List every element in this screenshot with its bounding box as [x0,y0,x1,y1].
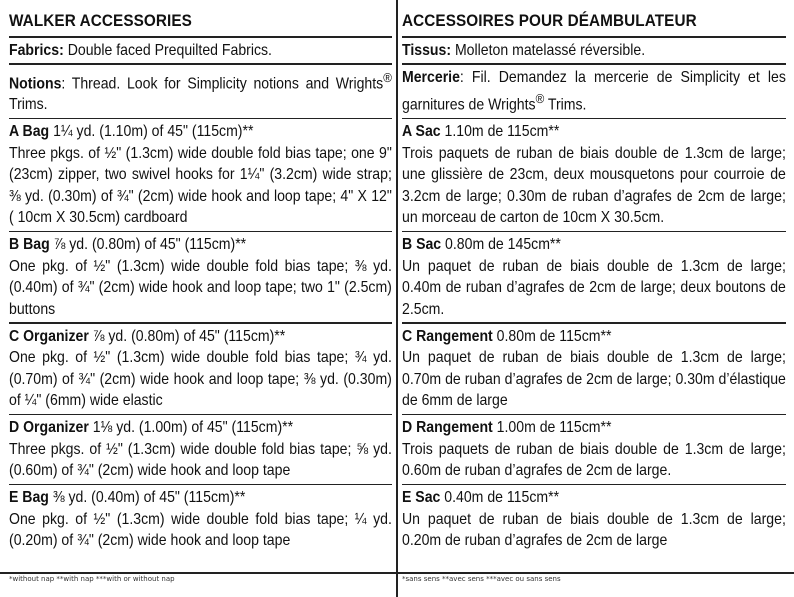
item-yardage: 0.80m de 145cm** [441,236,561,254]
item-yardage: 1¼ yd. (1.10m) of 45" (115cm)** [49,123,254,141]
registered-mark: ® [383,69,392,85]
registered-mark: ® [535,91,545,106]
item-yardage: ⅞ yd. (0.80m) of 45" (115cm)** [49,236,247,254]
item-label: A Sac [402,123,441,141]
item-body: One pkg. of ½" (1.3cm) wide double fold bias tape; ⅜ yd. (0.40m) of ¾" (2cm) wide hook and loop tape; two 1" (2.5cm) buttons [9,257,392,318]
item-section [9,232,392,322]
fabrics-label: Tissus: [402,41,452,59]
english-footnote: *without nap **with nap ***with or without nap [9,575,175,583]
item-yardage: 0.40m de 115cm** [440,489,560,507]
notions-label: Mercerie [402,68,460,86]
fabrics-text: Molleton matelassé réversible. [451,41,646,59]
item-body: Trois paquets de ruban de biais double de 1.3cm de large; une glissière de 23cm, deux mousquetons pour courroie de 3.2cm de large; 0.30m de ruban d’agrafes de 2cm de large; un morceau de carton de 10cm X 30.5cm. [402,144,786,227]
footer-rule [0,572,794,574]
french-column [402,0,786,554]
item-body: One pkg. of ½" (1.3cm) wide double fold bias tape; ¼ yd. (0.20m) of ¾" (2cm) wide hook and loop tape [9,510,392,550]
notions-label: Notions [9,74,62,92]
item-section [9,119,392,231]
item-yardage: 1⅛ yd. (1.00m) of 45" (115cm)** [88,419,294,437]
item-label: D Rangement [402,419,493,437]
notions-text: : Thread. Look for Simplicity notions and Wrights [61,74,384,92]
fabrics-section [402,38,786,64]
item-body: Trois paquets de ruban de biais double de 1.3cm de large; 0.60m de ruban d’agrafes de 2cm de large. [402,440,786,480]
item-yardage: 0.80m de 115cm** [492,327,612,345]
item-yardage: 1.00m de 115cm** [492,419,612,437]
item-body: Three pkgs. of ½" (1.3cm) wide double fold bias tape; ⅝ yd. (0.60m) of ¾" (2cm) wide hook and loop tape [9,440,392,480]
item-body: Un paquet de ruban de biais double de 1.3cm de large; 0.20m de ruban d’agrafes de 2cm de large [402,510,786,550]
fabrics-section [9,38,392,64]
fabrics-text: Double faced Prequilted Fabrics. [63,41,272,59]
item-label: C Organizer [9,327,89,345]
item-yardage: 1.10m de 115cm** [440,123,560,141]
notions-text: : Fil. Demandez la mercerie de Simplicity et les garnitures de Wrights [402,68,786,114]
french-heading: ACCESSOIRES POUR DÉAMBULATEUR [402,11,697,30]
item-body: Un paquet de ruban de biais double de 1.3cm de large; 0.40m de ruban d’agrafes de 2cm de large; deux boutons de 2.5cm. [402,257,786,318]
item-section [9,485,392,554]
item-section [402,119,786,231]
column-divider [396,0,398,597]
item-yardage: ⅜ yd. (0.40m) of 45" (115cm)** [48,489,246,507]
french-footnote: *sans sens **avec sens ***avec ou sans sens [402,575,561,583]
item-section [402,232,786,322]
item-body: Three pkgs. of ½" (1.3cm) wide double fold bias tape; one 9" (23cm) zipper, two swivel hooks for 1¼" (3.2cm) wide strap; ⅜ yd. (0.30m) of ¾" (2cm) wide hook and loop tape; 4" X 12" ( 10cm X 30.5cm) cardboard [9,144,392,227]
item-section [402,485,786,554]
item-section [402,415,786,484]
english-heading: WALKER ACCESSORIES [9,11,192,30]
item-label: C Rangement [402,327,493,345]
notions-section [9,65,392,118]
item-body: Un paquet de ruban de biais double de 1.3cm de large; 0.70m de ruban d’agrafes de 2cm de large; 0.30m d’élastique de 6mm de large [402,349,786,410]
notions-tail: Trims. [544,96,587,114]
item-label: B Sac [402,236,442,254]
item-label: E Sac [402,489,441,507]
item-label: E Bag [9,489,49,507]
notions-section [402,65,786,118]
item-section [402,324,786,414]
english-column [9,0,392,554]
item-yardage: ⅞ yd. (0.80m) of 45" (115cm)** [88,327,286,345]
item-label: B Bag [9,236,50,254]
item-section [9,324,392,414]
item-body: One pkg. of ½" (1.3cm) wide double fold bias tape; ¾ yd. (0.70m) of ¾" (2cm) wide hook and loop tape; ⅜ yd. (0.30m) of ¼" (6mm) wide elastic [9,349,392,410]
item-label: D Organizer [9,419,89,437]
item-section [9,415,392,484]
notions-tail: Trims. [9,96,48,114]
item-label: A Bag [9,123,50,141]
fabrics-label: Fabrics: [9,41,64,59]
